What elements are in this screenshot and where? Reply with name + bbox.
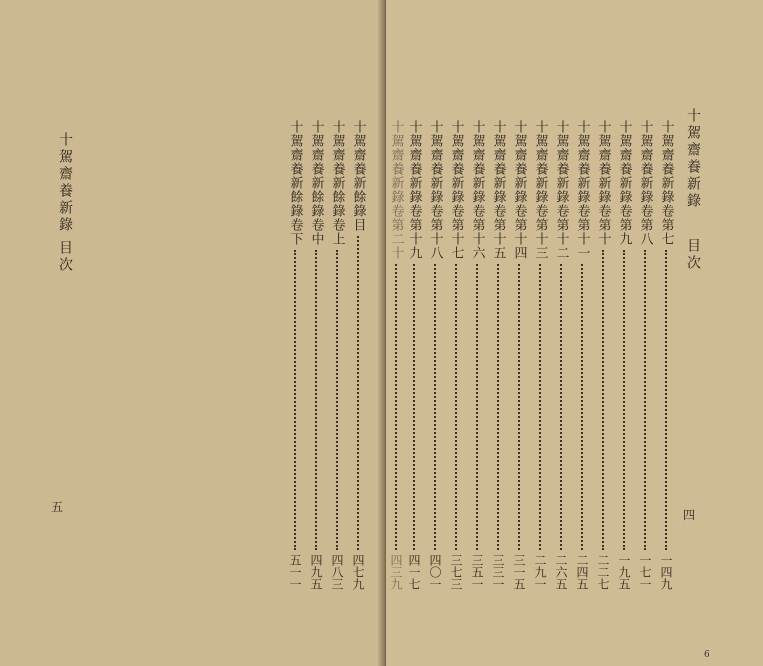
toc-entry [553,120,569,590]
toc-entry-title: 十駕齋養新錄卷第二十 [388,120,404,260]
dot-leader [336,250,338,550]
toc-entry-title: 十駕齋養新錄卷第十七 [448,120,464,260]
toc-entry-page: 四九五 [309,554,323,590]
toc-entry [350,120,366,590]
toc-entry-title: 十駕齋養新餘錄卷下 [287,120,303,246]
toc-entry [448,120,464,590]
page-number: 四 [683,508,696,522]
dot-leader [623,250,625,550]
toc-entry-title: 十駕齋養新餘錄目 [350,120,366,232]
toc-entry-title: 十駕齋養新錄卷第十六 [469,120,485,260]
toc-entry-page: 四三九 [389,554,403,590]
section-label: 目次 [685,238,701,272]
toc-entry-page: 二九一 [533,554,547,590]
toc-entry-title: 十駕齋養新錄卷第十二 [553,120,569,260]
dot-leader [581,264,583,550]
toc-entry-page: 二四五 [575,554,589,590]
dot-leader [560,264,562,550]
toc-entry-page: 一九五 [617,554,631,590]
dot-leader [665,250,667,550]
dot-leader [294,250,296,550]
toc-entry [469,120,485,590]
dot-leader [395,264,397,550]
toc-entry-page: 四一七 [407,554,421,590]
toc-entry [595,120,611,590]
toc-entry [490,120,506,590]
toc-entry-page: 三七三 [449,554,463,590]
running-head: 十駕齋養新錄 [57,132,73,234]
toc-entry-title: 十駕齋養新餘錄卷中 [308,120,324,246]
toc-entry [406,120,422,590]
toc-entry [329,120,345,590]
right-page [386,0,763,666]
dot-leader [434,264,436,550]
toc-entry-title: 十駕齋養新錄卷第十五 [490,120,506,260]
toc-entry [658,120,674,590]
toc-entry-page: 四〇一 [428,554,442,590]
dot-leader [539,264,541,550]
toc-entry [616,120,632,590]
toc-entry-page: 四七九 [351,554,365,590]
toc-entry-title: 十駕齋養新錄卷第九 [616,120,632,246]
dot-leader [357,236,359,550]
toc-entry [388,120,404,590]
toc-entry-page: 二二七 [596,554,610,590]
toc-entry-page: 三三一 [491,554,505,590]
dot-leader [518,264,520,550]
toc-entry [574,120,590,590]
dot-leader [413,264,415,550]
dot-leader [497,264,499,550]
toc-entry-title: 十駕齋養新錄卷第十四 [511,120,527,260]
toc-entry [511,120,527,590]
page-number: 五 [51,500,64,514]
toc-entry-title: 十駕齋養新錄卷第十 [595,120,611,246]
toc-entry-title: 十駕齋養新錄卷第十一 [574,120,590,260]
toc-entry-title: 十駕齋養新錄卷第十八 [427,120,443,260]
dot-leader [455,264,457,550]
toc-entry-page: 一七一 [638,554,652,590]
toc-entry-page: 三五一 [470,554,484,590]
toc-entry-page: 三一五 [512,554,526,590]
toc-entry-title: 十駕齋養新錄卷第十九 [406,120,422,260]
dot-leader [476,264,478,550]
edge-mark: 6 [704,650,710,660]
toc-entry-page: 五一一 [288,554,302,590]
toc-entry-page: 二六五 [554,554,568,590]
toc-entry-title: 十駕齋養新餘錄卷上 [329,120,345,246]
toc-entry [287,120,303,590]
toc-entry-title: 十駕齋養新錄卷第七 [658,120,674,246]
toc-entry [308,120,324,590]
toc-entry-title: 十駕齋養新錄卷第八 [637,120,653,246]
toc-entry [637,120,653,590]
toc-entry [427,120,443,590]
section-label: 目次 [57,240,73,274]
running-head: 十駕齋養新錄 [685,108,701,210]
toc-entry-title: 十駕齋養新錄卷第十三 [532,120,548,260]
toc-entry [532,120,548,590]
dot-leader [602,250,604,550]
dot-leader [315,250,317,550]
toc-entry-page: 四八三 [330,554,344,590]
dot-leader [644,250,646,550]
toc-entry-page: 一四九 [659,554,673,590]
